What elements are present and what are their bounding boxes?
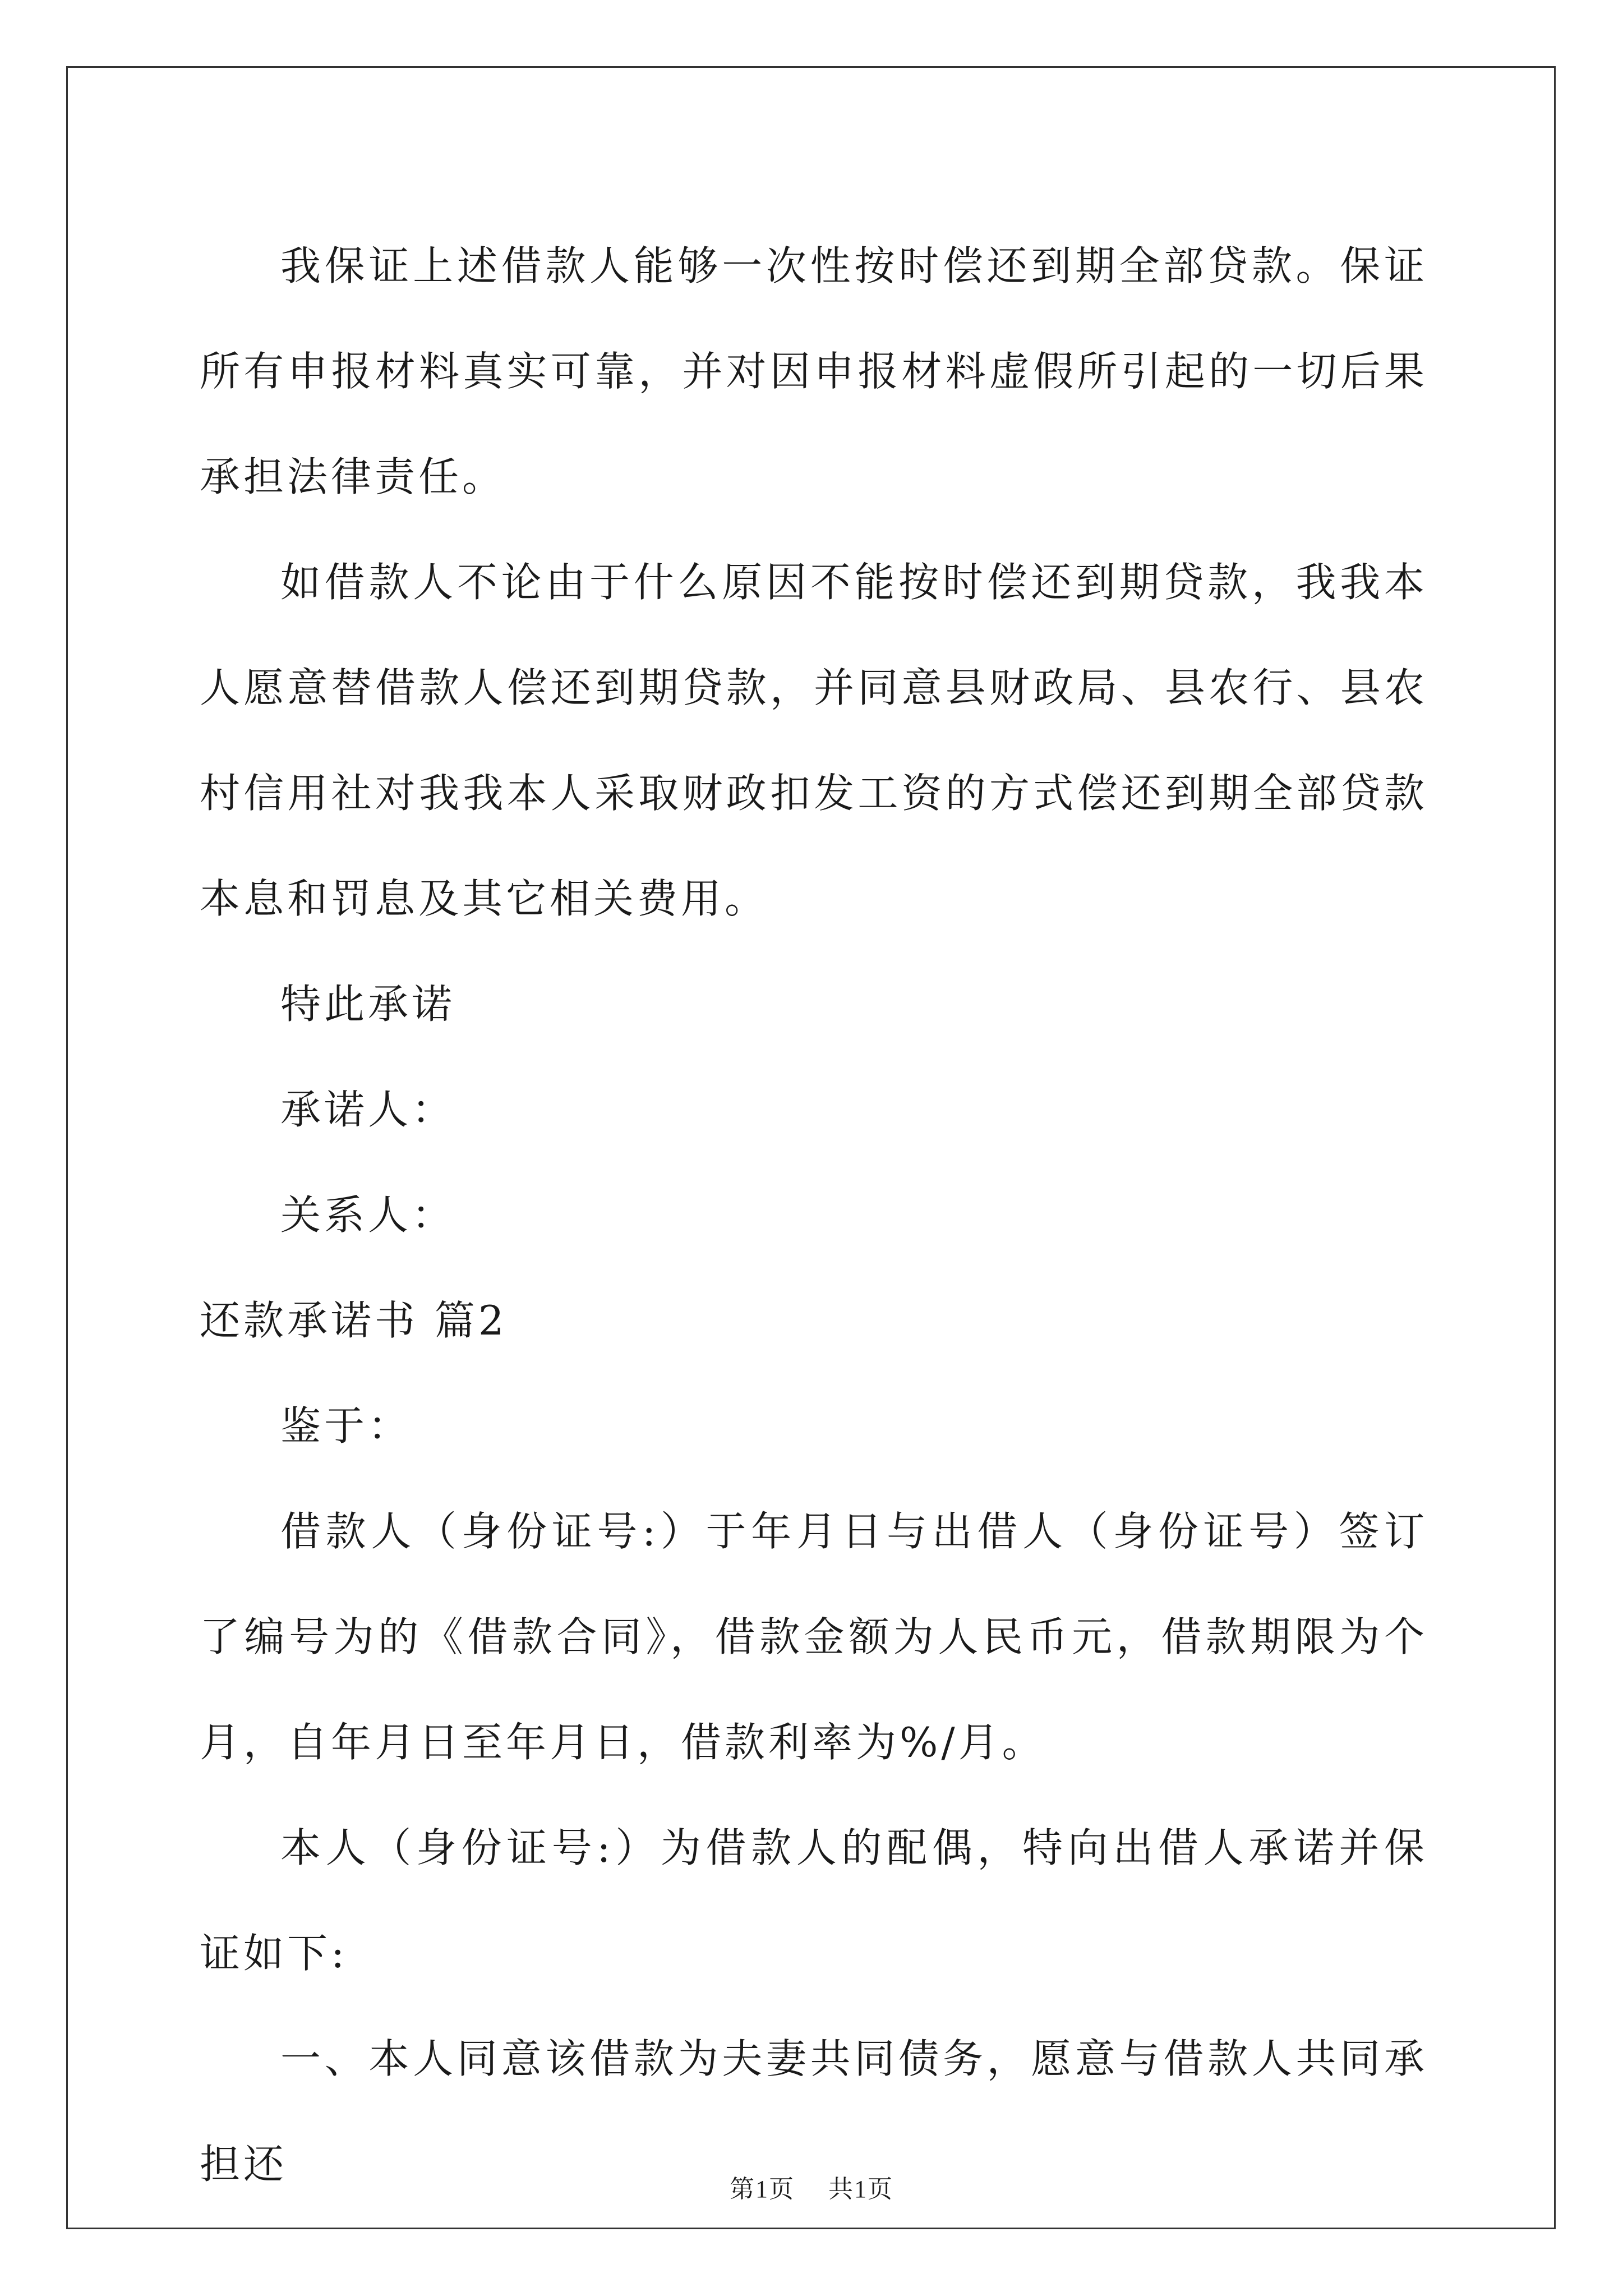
page-number-total: 共1页 (828, 2175, 893, 2203)
paragraph-promisor-label: 承诺人： (280, 1086, 456, 1133)
paragraph-hereby-promise: 特此承诺 (280, 981, 456, 1028)
paragraph-spouse-statement: 本人（身份证号:）为借款人的配偶，特向出借人承诺并保证如下: (200, 1824, 1428, 1977)
section-heading: 还款承诺书 篇2 (200, 1297, 508, 1344)
page-footer (0, 2169, 1623, 2205)
paragraph-whereas: 鉴于： (280, 1402, 412, 1450)
paragraph-repayment-commitment: 如借款人不论由于什么原因不能按时偿还到期贷款，我我本人愿意替借款人偿还到期贷款，并同意县财政局、县农行、县农村信用社对我我本人采取财政扣发工资的方式偿还到期全部贷款本息和罚息及其它相关费用。 (200, 559, 1428, 922)
paragraph-loan-contract: 借款人（身份证号:）于年月日与出借人（身份证号）签订了编号为的《借款合同》，借款金额为人民币元，借款期限为个月，自年月日至年月日，借款利率为%/月。 (200, 1508, 1428, 1766)
paragraph-clause-one: 一、本人同意该借款为夫妻共同债务，愿意与借款人共同承担还 (200, 2035, 1428, 2188)
document-body (200, 213, 1428, 2217)
paragraph-guarantee: 我保证上述借款人能够一次性按时偿还到期全部贷款。保证所有申报材料真实可靠，并对因申报材料虚假所引起的一切后果承担法律责任。 (200, 242, 1428, 500)
paragraph-relation-label: 关系人： (280, 1191, 456, 1239)
page-number-current: 第1页 (730, 2175, 795, 2203)
